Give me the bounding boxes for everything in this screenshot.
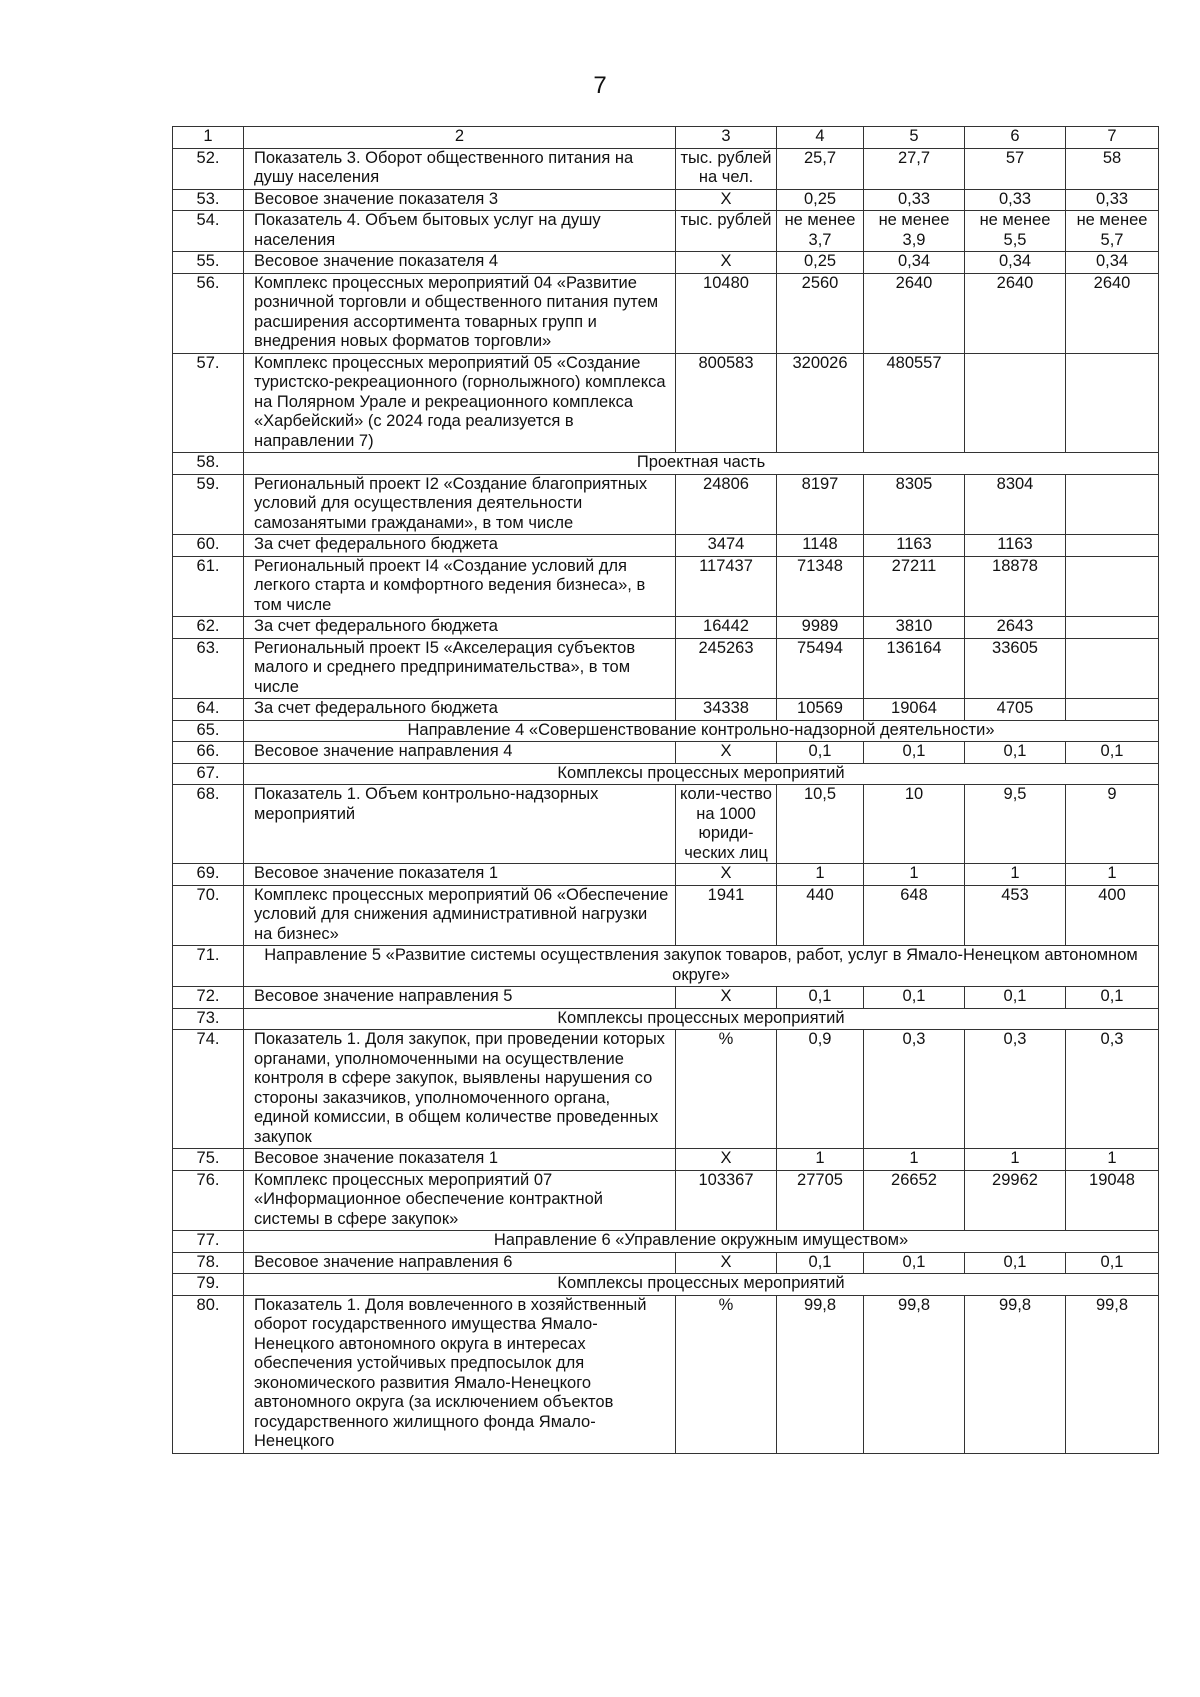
unit-cell: 117437 bbox=[676, 556, 777, 617]
value-cell bbox=[1066, 474, 1159, 535]
value-cell: 19048 bbox=[1066, 1170, 1159, 1231]
row-name-cell: Показатель 3. Оборот общественного питания на душу населения bbox=[244, 148, 676, 189]
section-row bbox=[173, 946, 1159, 987]
table-row bbox=[173, 617, 1159, 639]
unit-cell: тыс. рублей bbox=[676, 211, 777, 252]
value-cell bbox=[965, 353, 1066, 453]
section-row bbox=[173, 1231, 1159, 1253]
value-cell: 0,34 bbox=[864, 252, 965, 274]
row-name-cell: Показатель 4. Объем бытовых услуг на душу населения bbox=[244, 211, 676, 252]
value-cell: 10569 bbox=[777, 699, 864, 721]
page-number: 7 bbox=[593, 72, 607, 99]
section-title-cell: Направление 4 «Совершенствование контрольно-надзорной деятельности» bbox=[244, 720, 1159, 742]
row-name-cell: За счет федерального бюджета bbox=[244, 617, 676, 639]
value-cell: 25,7 bbox=[777, 148, 864, 189]
value-cell: 1 bbox=[1066, 1149, 1159, 1171]
value-cell: 2640 bbox=[1066, 273, 1159, 353]
row-number-cell: 66. bbox=[173, 742, 244, 764]
row-number-cell: 76. bbox=[173, 1170, 244, 1231]
value-cell bbox=[1066, 535, 1159, 557]
table-row bbox=[173, 638, 1159, 699]
value-cell: 99,8 bbox=[1066, 1295, 1159, 1453]
unit-cell: % bbox=[676, 1295, 777, 1453]
header-cell: 7 bbox=[1066, 127, 1159, 149]
value-cell: 0,1 bbox=[1066, 742, 1159, 764]
row-number-cell: 80. bbox=[173, 1295, 244, 1453]
value-cell: 0,33 bbox=[965, 189, 1066, 211]
value-cell: 10 bbox=[864, 785, 965, 864]
value-cell: 0,1 bbox=[864, 742, 965, 764]
row-number-cell: 75. bbox=[173, 1149, 244, 1171]
row-number-cell: 65. bbox=[173, 720, 244, 742]
value-cell: 99,8 bbox=[965, 1295, 1066, 1453]
value-cell: 1 bbox=[777, 1149, 864, 1171]
table-row bbox=[173, 535, 1159, 557]
row-name-cell: Региональный проект I5 «Акселерация субъектов малого и среднего предпринимательства», в том числе bbox=[244, 638, 676, 699]
value-cell: 0,1 bbox=[777, 742, 864, 764]
table-row bbox=[173, 864, 1159, 886]
value-cell: 1 bbox=[965, 1149, 1066, 1171]
row-number-cell: 55. bbox=[173, 252, 244, 274]
value-cell: не менее 3,9 bbox=[864, 211, 965, 252]
row-number-cell: 63. bbox=[173, 638, 244, 699]
row-number-cell: 68. bbox=[173, 785, 244, 864]
table-row bbox=[173, 987, 1159, 1009]
value-cell: 1 bbox=[864, 1149, 965, 1171]
value-cell: 0,33 bbox=[1066, 189, 1159, 211]
unit-cell: 1941 bbox=[676, 885, 777, 946]
row-name-cell: Комплекс процессных мероприятий 07 «Информационное обеспечение контрактной системы в сфере закупок» bbox=[244, 1170, 676, 1231]
value-cell: 0,33 bbox=[864, 189, 965, 211]
unit-cell: Х bbox=[676, 987, 777, 1009]
unit-cell: 10480 bbox=[676, 273, 777, 353]
value-cell: 99,8 bbox=[864, 1295, 965, 1453]
value-cell: 0,1 bbox=[864, 1252, 965, 1274]
row-number-cell: 56. bbox=[173, 273, 244, 353]
value-cell: не менее 5,7 bbox=[1066, 211, 1159, 252]
table-row bbox=[173, 273, 1159, 353]
value-cell: 0,1 bbox=[965, 987, 1066, 1009]
value-cell: 3810 bbox=[864, 617, 965, 639]
row-name-cell: Весовое значение показателя 1 bbox=[244, 864, 676, 886]
row-number-cell: 59. bbox=[173, 474, 244, 535]
row-name-cell: Показатель 1. Доля закупок, при проведении которых органами, уполномоченными на осуществление контроля в сфере закупок, выявлены нарушения со стороны заказчиков, уполномоченного органа, единой комиссии, в общем количестве проведенных закупок bbox=[244, 1030, 676, 1149]
row-name-cell: Весовое значение направления 5 bbox=[244, 987, 676, 1009]
value-cell: 9,5 bbox=[965, 785, 1066, 864]
unit-cell: Х bbox=[676, 252, 777, 274]
header-cell: 6 bbox=[965, 127, 1066, 149]
value-cell: 71348 bbox=[777, 556, 864, 617]
unit-cell: коли-чество на 1000 юриди-ческих лиц bbox=[676, 785, 777, 864]
row-number-cell: 67. bbox=[173, 763, 244, 785]
value-cell: 2643 bbox=[965, 617, 1066, 639]
section-title-cell: Комплексы процессных мероприятий bbox=[244, 763, 1159, 785]
value-cell: 0,1 bbox=[777, 987, 864, 1009]
value-cell: 58 bbox=[1066, 148, 1159, 189]
table-row bbox=[173, 785, 1159, 864]
table-row bbox=[173, 474, 1159, 535]
header-cell: 5 bbox=[864, 127, 965, 149]
value-cell: 0,25 bbox=[777, 189, 864, 211]
row-number-cell: 73. bbox=[173, 1008, 244, 1030]
value-cell: 0,9 bbox=[777, 1030, 864, 1149]
row-name-cell: Весовое значение показателя 4 bbox=[244, 252, 676, 274]
value-cell: 0,1 bbox=[777, 1252, 864, 1274]
row-name-cell: Показатель 1. Доля вовлеченного в хозяйственный оборот государственного имущества Ямало-Ненецкого автономного округа в интересах обеспечения устойчивых предпосылок для экономического развития Ямало-Ненецкого автономного округа (за исключением объектов государственного жилищного фонда Ямало-Ненецкого bbox=[244, 1295, 676, 1453]
table-header-row bbox=[173, 127, 1159, 149]
row-name-cell: Весовое значение показателя 3 bbox=[244, 189, 676, 211]
header-cell: 2 bbox=[244, 127, 676, 149]
table-row bbox=[173, 885, 1159, 946]
value-cell: не менее 3,7 bbox=[777, 211, 864, 252]
value-cell: 26652 bbox=[864, 1170, 965, 1231]
value-cell bbox=[1066, 353, 1159, 453]
section-row bbox=[173, 763, 1159, 785]
value-cell: 0,3 bbox=[1066, 1030, 1159, 1149]
header-cell: 4 bbox=[777, 127, 864, 149]
row-number-cell: 53. bbox=[173, 189, 244, 211]
value-cell: 400 bbox=[1066, 885, 1159, 946]
value-cell: 8197 bbox=[777, 474, 864, 535]
value-cell: 4705 bbox=[965, 699, 1066, 721]
value-cell: 27211 bbox=[864, 556, 965, 617]
value-cell: 1163 bbox=[965, 535, 1066, 557]
table-row bbox=[173, 556, 1159, 617]
value-cell: 1148 bbox=[777, 535, 864, 557]
unit-cell: Х bbox=[676, 1252, 777, 1274]
value-cell: не менее 5,5 bbox=[965, 211, 1066, 252]
section-title-cell: Направление 5 «Развитие системы осуществления закупок товаров, работ, услуг в Ямало-Ненецком автономном округе» bbox=[244, 946, 1159, 987]
value-cell: 2640 bbox=[864, 273, 965, 353]
row-number-cell: 74. bbox=[173, 1030, 244, 1149]
table-row bbox=[173, 1295, 1159, 1453]
row-number-cell: 54. bbox=[173, 211, 244, 252]
row-name-cell: За счет федерального бюджета bbox=[244, 699, 676, 721]
value-cell: 0,1 bbox=[1066, 987, 1159, 1009]
value-cell: 33605 bbox=[965, 638, 1066, 699]
value-cell: 1 bbox=[864, 864, 965, 886]
value-cell: 1 bbox=[965, 864, 1066, 886]
row-name-cell: Региональный проект I2 «Создание благоприятных условий для осуществления деятельности самозанятыми гражданами», в том числе bbox=[244, 474, 676, 535]
section-title-cell: Комплексы процессных мероприятий bbox=[244, 1008, 1159, 1030]
table-row bbox=[173, 211, 1159, 252]
value-cell: 18878 bbox=[965, 556, 1066, 617]
unit-cell: Х bbox=[676, 864, 777, 886]
row-name-cell: Весовое значение направления 4 bbox=[244, 742, 676, 764]
table-row bbox=[173, 1170, 1159, 1231]
row-name-cell: Комплекс процессных мероприятий 05 «Создание туристско-рекреационного (горнолыжного) комплекса на Полярном Урале и рекреационного комплекса «Харбейский» (с 2024 года реализуется в направлении 7) bbox=[244, 353, 676, 453]
unit-cell: 16442 bbox=[676, 617, 777, 639]
row-number-cell: 52. bbox=[173, 148, 244, 189]
table-row bbox=[173, 353, 1159, 453]
section-title-cell: Комплексы процессных мероприятий bbox=[244, 1274, 1159, 1296]
unit-cell: 245263 bbox=[676, 638, 777, 699]
value-cell: 19064 bbox=[864, 699, 965, 721]
value-cell: 1163 bbox=[864, 535, 965, 557]
value-cell: 1 bbox=[1066, 864, 1159, 886]
section-row bbox=[173, 453, 1159, 475]
value-cell: 0,1 bbox=[965, 742, 1066, 764]
unit-cell: % bbox=[676, 1030, 777, 1149]
value-cell: 0,34 bbox=[1066, 252, 1159, 274]
value-cell: 648 bbox=[864, 885, 965, 946]
table-row bbox=[173, 1252, 1159, 1274]
value-cell: 75494 bbox=[777, 638, 864, 699]
row-number-cell: 72. bbox=[173, 987, 244, 1009]
table-row bbox=[173, 1030, 1159, 1149]
row-name-cell: Региональный проект I4 «Создание условий для легкого старта и комфортного ведения бизнеса», в том числе bbox=[244, 556, 676, 617]
row-name-cell: Комплекс процессных мероприятий 04 «Развитие розничной торговли и общественного питания путем расширения ассортимента товарных групп и внедрения новых форматов торговли» bbox=[244, 273, 676, 353]
row-number-cell: 58. bbox=[173, 453, 244, 475]
value-cell: 0,1 bbox=[1066, 1252, 1159, 1274]
value-cell: 10,5 bbox=[777, 785, 864, 864]
row-number-cell: 57. bbox=[173, 353, 244, 453]
value-cell: 0,3 bbox=[864, 1030, 965, 1149]
value-cell: 1 bbox=[777, 864, 864, 886]
value-cell: 8305 bbox=[864, 474, 965, 535]
value-cell: 136164 bbox=[864, 638, 965, 699]
row-number-cell: 64. bbox=[173, 699, 244, 721]
row-number-cell: 78. bbox=[173, 1252, 244, 1274]
row-number-cell: 71. bbox=[173, 946, 244, 987]
header-cell: 1 bbox=[173, 127, 244, 149]
value-cell: 0,34 bbox=[965, 252, 1066, 274]
section-row bbox=[173, 720, 1159, 742]
unit-cell: 34338 bbox=[676, 699, 777, 721]
value-cell: 8304 bbox=[965, 474, 1066, 535]
row-number-cell: 61. bbox=[173, 556, 244, 617]
value-cell: 2560 bbox=[777, 273, 864, 353]
row-number-cell: 79. bbox=[173, 1274, 244, 1296]
value-cell: 0,25 bbox=[777, 252, 864, 274]
table-row bbox=[173, 252, 1159, 274]
value-cell: 440 bbox=[777, 885, 864, 946]
unit-cell: 24806 bbox=[676, 474, 777, 535]
value-cell: 453 bbox=[965, 885, 1066, 946]
unit-cell: 3474 bbox=[676, 535, 777, 557]
value-cell bbox=[1066, 699, 1159, 721]
value-cell: 9 bbox=[1066, 785, 1159, 864]
table-row bbox=[173, 742, 1159, 764]
section-title-cell: Проектная часть bbox=[244, 453, 1159, 475]
table-row bbox=[173, 189, 1159, 211]
row-number-cell: 60. bbox=[173, 535, 244, 557]
value-cell: 9989 bbox=[777, 617, 864, 639]
row-name-cell: Весовое значение показателя 1 bbox=[244, 1149, 676, 1171]
value-cell: 2640 bbox=[965, 273, 1066, 353]
value-cell: 480557 bbox=[864, 353, 965, 453]
section-row bbox=[173, 1008, 1159, 1030]
indicators-table bbox=[172, 126, 1159, 1454]
row-name-cell: Комплекс процессных мероприятий 06 «Обеспечение условий для снижения административной нагрузки на бизнес» bbox=[244, 885, 676, 946]
table-row bbox=[173, 1149, 1159, 1171]
value-cell: 0,1 bbox=[864, 987, 965, 1009]
row-name-cell: За счет федерального бюджета bbox=[244, 535, 676, 557]
unit-cell: 800583 bbox=[676, 353, 777, 453]
row-name-cell: Показатель 1. Объем контрольно-надзорных мероприятий bbox=[244, 785, 676, 864]
section-title-cell: Направление 6 «Управление окружным имуществом» bbox=[244, 1231, 1159, 1253]
value-cell: 0,3 bbox=[965, 1030, 1066, 1149]
row-number-cell: 69. bbox=[173, 864, 244, 886]
header-cell: 3 bbox=[676, 127, 777, 149]
value-cell bbox=[1066, 617, 1159, 639]
unit-cell: Х bbox=[676, 189, 777, 211]
value-cell bbox=[1066, 638, 1159, 699]
value-cell: 29962 bbox=[965, 1170, 1066, 1231]
value-cell: 27705 bbox=[777, 1170, 864, 1231]
value-cell: 320026 bbox=[777, 353, 864, 453]
unit-cell: 103367 bbox=[676, 1170, 777, 1231]
value-cell: 27,7 bbox=[864, 148, 965, 189]
value-cell bbox=[1066, 556, 1159, 617]
unit-cell: тыс. рублей на чел. bbox=[676, 148, 777, 189]
value-cell: 0,1 bbox=[965, 1252, 1066, 1274]
value-cell: 57 bbox=[965, 148, 1066, 189]
table-row bbox=[173, 699, 1159, 721]
row-name-cell: Весовое значение направления 6 bbox=[244, 1252, 676, 1274]
section-row bbox=[173, 1274, 1159, 1296]
row-number-cell: 62. bbox=[173, 617, 244, 639]
row-number-cell: 77. bbox=[173, 1231, 244, 1253]
unit-cell: Х bbox=[676, 1149, 777, 1171]
row-number-cell: 70. bbox=[173, 885, 244, 946]
unit-cell: Х bbox=[676, 742, 777, 764]
table-row bbox=[173, 148, 1159, 189]
value-cell: 99,8 bbox=[777, 1295, 864, 1453]
